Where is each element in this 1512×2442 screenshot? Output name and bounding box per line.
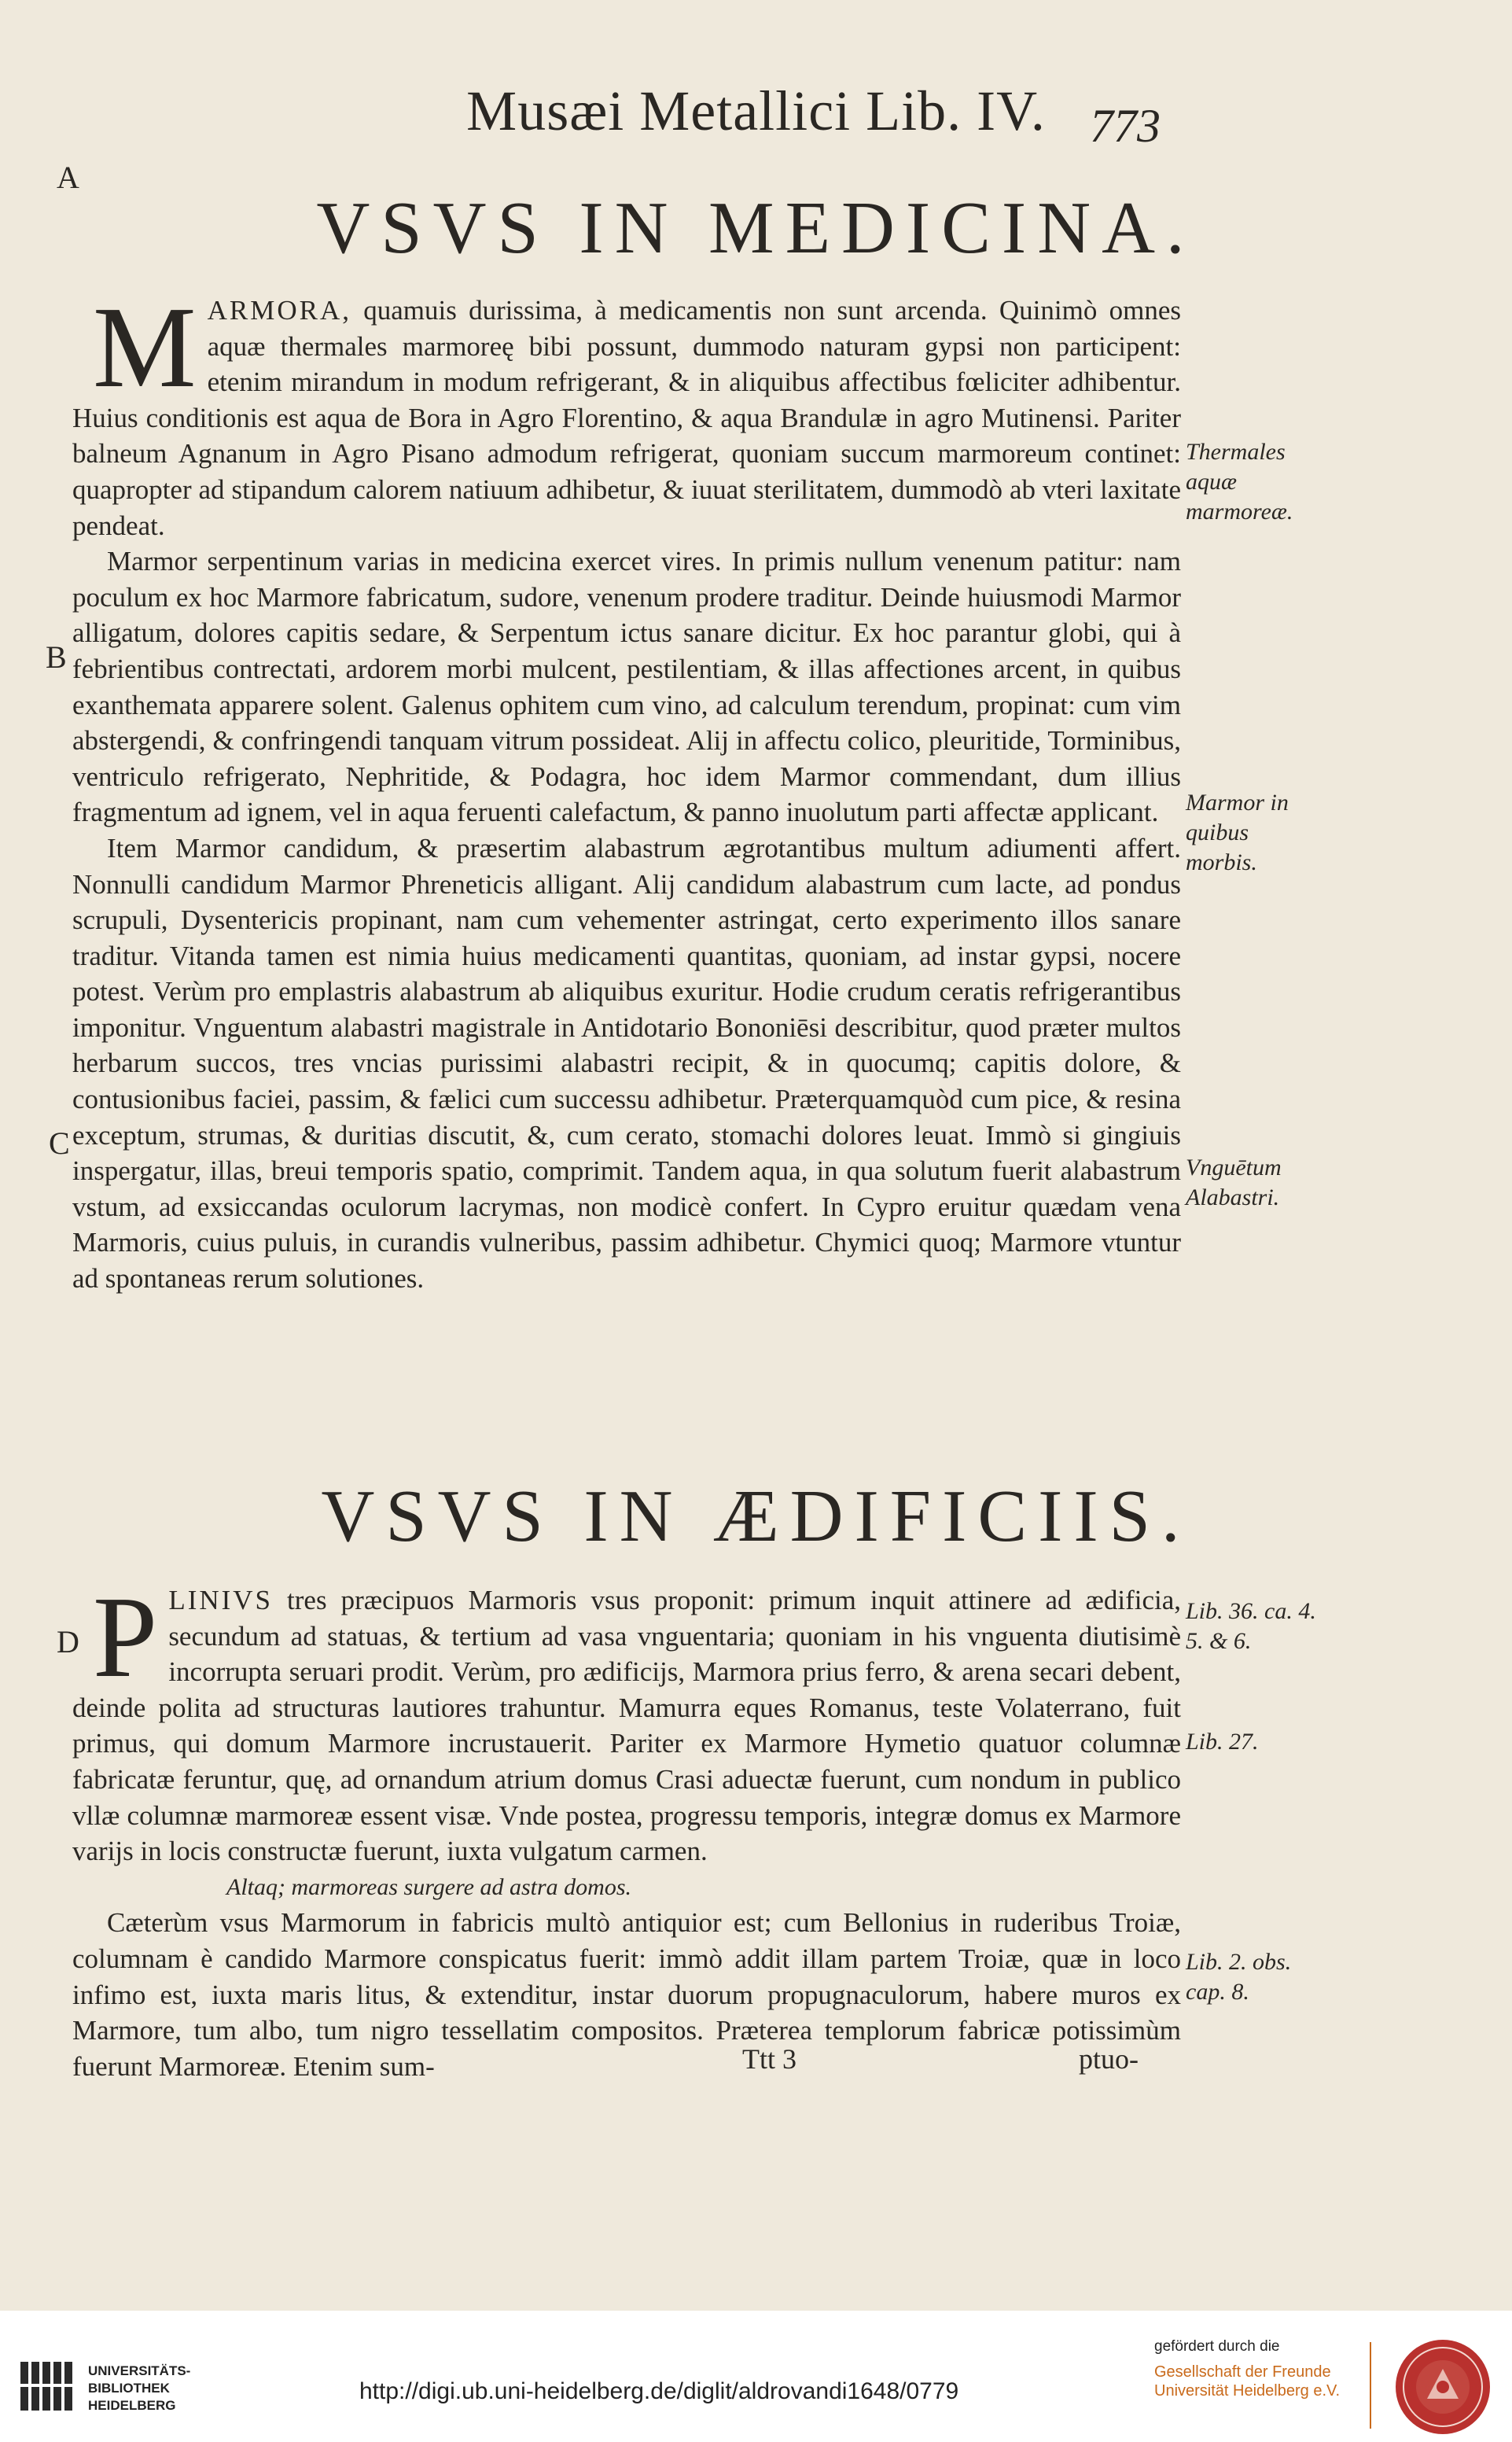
viewer-footer — [0, 2311, 1512, 2442]
paragraph-text: Item Marmor candidum, & præsertim alabastrum ægrotantibus multum adiumenti affert. Nonnulli candidum Marmor Phreneticis alligant. Alij candidum alabastrum cum lacte, ad pondus scrupuli, Dysentericis propinant, nam cum vehementer astringat, certo experimento illos sanare traditur. Vitanda tamen est nimia huius medicamenti quantitas, quoniam, ad instar gypsi, nocere potest. Verùm pro emplastris alabastrum ab aliquibus exuritur. Hodie crudum ceratis refrigerantibus imponitur. Vnguentum alabastri magistrale in Antidotario Bononiēsi describitur, quod præter multos herbarum succos, tres vncias purissimi alabastri recipit, & in quocumq; capitis dolore, & contusionibus faciei, passim, & fælici cum successu adhibetur. Præterquamquòd cum pice, & resina exceptum, strumas, & duritias discutit, &, cum cerato, stomachi dolores leuat. Immò si gingiuis inspergatur, illas, breui temporis spatio, comprimit. Tandem aqua, in qua solutum fuerit alabastrum vstum, ad exsiccandas oculorum lacrymas, non modicè confert. In Cypro eruitur quædam vena Marmoris, cuius puluis, in curandis vulneribus, passim adhibetur. Chymici quoq; Marmore vtuntur ad spontaneas rerum solutiones. — [72, 832, 1181, 1295]
section-body-medicina — [72, 283, 1181, 1297]
page-number: 773 — [1090, 100, 1161, 152]
opening-small-caps: ARMORA, — [207, 295, 351, 326]
paragraph-text: tres præcipuos Marmoris vsus proponit: primum inquit attinere ad ædificia, secundum ad statuas, & tertium ad vasa vnguentaria; quoniam in his vnguenta diutisimè incorrupta seruari prodit. Verùm, pro ædificijs, Marmora prius ferro, & arena secari debent, deinde polita ad structuras lautiores trahuntur. Mamurra eques Romanus, teste Volaterrano, fuit primus, qui domum Marmore incrustauerit. Pariter ex Marmore Hymetio quatuor columnæ fabricatæ feruntur, quę, ad ornandum atrium domus Crasi aduectæ fuerunt, cum nondum in publico vllæ columnæ marmoreæ essent visæ. Vnde postea, progressu temporis, integræ domus ex Marmore varijs in locis constructæ fuerunt, iuxta vulgatum carmen. — [72, 1585, 1181, 1867]
drop-cap: M — [93, 283, 197, 412]
footer-divider — [1370, 2342, 1371, 2429]
section-title-medicina: VSVS IN MEDICINA. — [316, 187, 1196, 269]
side-note: Lib. 36. ca. 4. 5. & 6. — [1186, 1598, 1316, 1654]
library-logo-icon — [17, 2355, 79, 2421]
margin-letter-c: C — [49, 1125, 70, 1161]
catchwords-line — [0, 2042, 1512, 2082]
signature-mark: Ttt 3 — [742, 2043, 796, 2075]
drop-cap: P — [93, 1573, 158, 1702]
running-head: Musæi Metallici Lib. IV. — [466, 79, 1046, 142]
opening-small-caps: LINIVS — [168, 1585, 274, 1615]
paragraph — [72, 543, 1181, 831]
paragraph-text: Marmor serpentinum varias in medicina exercet vires. In primis nullum venenum patitur: nam poculum ex hoc Marmore fabricatum, sudore, venenum prodere traditur. Deinde huiusmodi Marmor alligatum, dolores capitis sedare, & Serpentum ictus sanare dicitur. Ex hoc parantur globi, qui à febrientibus contrectati, ardorem morbi mulcent, pestilentiam, & illas affectiones arcent, in quibus exanthemata apparere solent. Galenus ophitem cum vino, ad calculum terendum, propinat: cum vim abstergendi, & confringendi tanquam vitrum possideat. Alij in affectu colico, pleuritide, Torminibus, ventriculo refrigerato, Nephritide, & Podagra, hoc idem Marmor commendant, dum illius fragmentum ad ignem, vel in aqua feruenti calefactum, & panno inuolutum parti affectæ applicant. — [72, 546, 1181, 828]
permalink-url[interactable]: http://digi.ub.uni-heidelberg.de/diglit/aldrovandi1648/0779 — [359, 2378, 959, 2404]
library-name: UNIVERSITÄTS- BIBLIOTHEK HEIDELBERG — [88, 2363, 191, 2413]
section-title-aedificiis: VSVS IN ÆDIFICIIS. — [321, 1475, 1191, 1557]
side-note: Vnguētum Alabastri. — [1186, 1155, 1282, 1210]
funding-credit: gefördert durch die Gesellschaft der Freunde Universität Heidelberg e.V. — [1154, 2338, 1341, 2400]
paragraph-text: quamuis durissima, à medicamentis non sunt arcenda. Quinimò omnes aquæ thermales marmoreę bibi possunt, dummodo naturam gypsi non participent: etenim mirandum in modum refrigerant, & in aliquibus affectibus fœliciter adhibentur. Huius conditionis est aqua de Bora in Agro Florentino, & aqua Brandulæ in agro Mutinensi. Pariter balneum Agnanum in Agro Pisano admodum refrigerat, quoniam succum marmoreum continet: quapropter ad stipandum calorem natiuum adhibetur, & iuuat sterilitatem, dummodò ab vteri laxitate pendeat. — [72, 295, 1181, 541]
side-note: Lib. 2. obs. cap. 8. — [1186, 1949, 1292, 2005]
margin-letter-a: A — [57, 160, 79, 195]
paragraph — [72, 283, 1181, 543]
paragraph-text: Cæterùm vsus Marmorum in fabricis multò antiquior est; cum Bellonius in ruderibus Troiæ, columnam è candido Marmore conspicatus fuerit: immò addit illam partem Troiæ, quæ in loco infimo est, iuxta maris litus, & extenditur, instar duorum propugnaculorum, habere muros ex Marmore, tum albo, tum nigro tessellatim compositos. Præterea templorum fabricæ potissimùm fuerunt Marmoreæ. Etenim sum- — [72, 1907, 1181, 2082]
side-note: Lib. 27. — [1186, 1729, 1259, 1755]
margin-letter-d: D — [57, 1624, 79, 1659]
paragraph — [72, 1573, 1181, 1869]
catchword: ptuo- — [1079, 2043, 1139, 2075]
university-seal-icon — [1393, 2337, 1492, 2440]
side-note: Thermales aquæ marmoreæ. — [1186, 439, 1293, 525]
verse-line: Altaq; marmoreas surgere ad astra domos. — [226, 1873, 631, 1900]
margin-letter-b: B — [46, 639, 67, 675]
paragraph — [72, 831, 1181, 1297]
section-body-aedificiis — [72, 1573, 1181, 2084]
side-note: Marmor in quibus morbis. — [1186, 790, 1289, 875]
